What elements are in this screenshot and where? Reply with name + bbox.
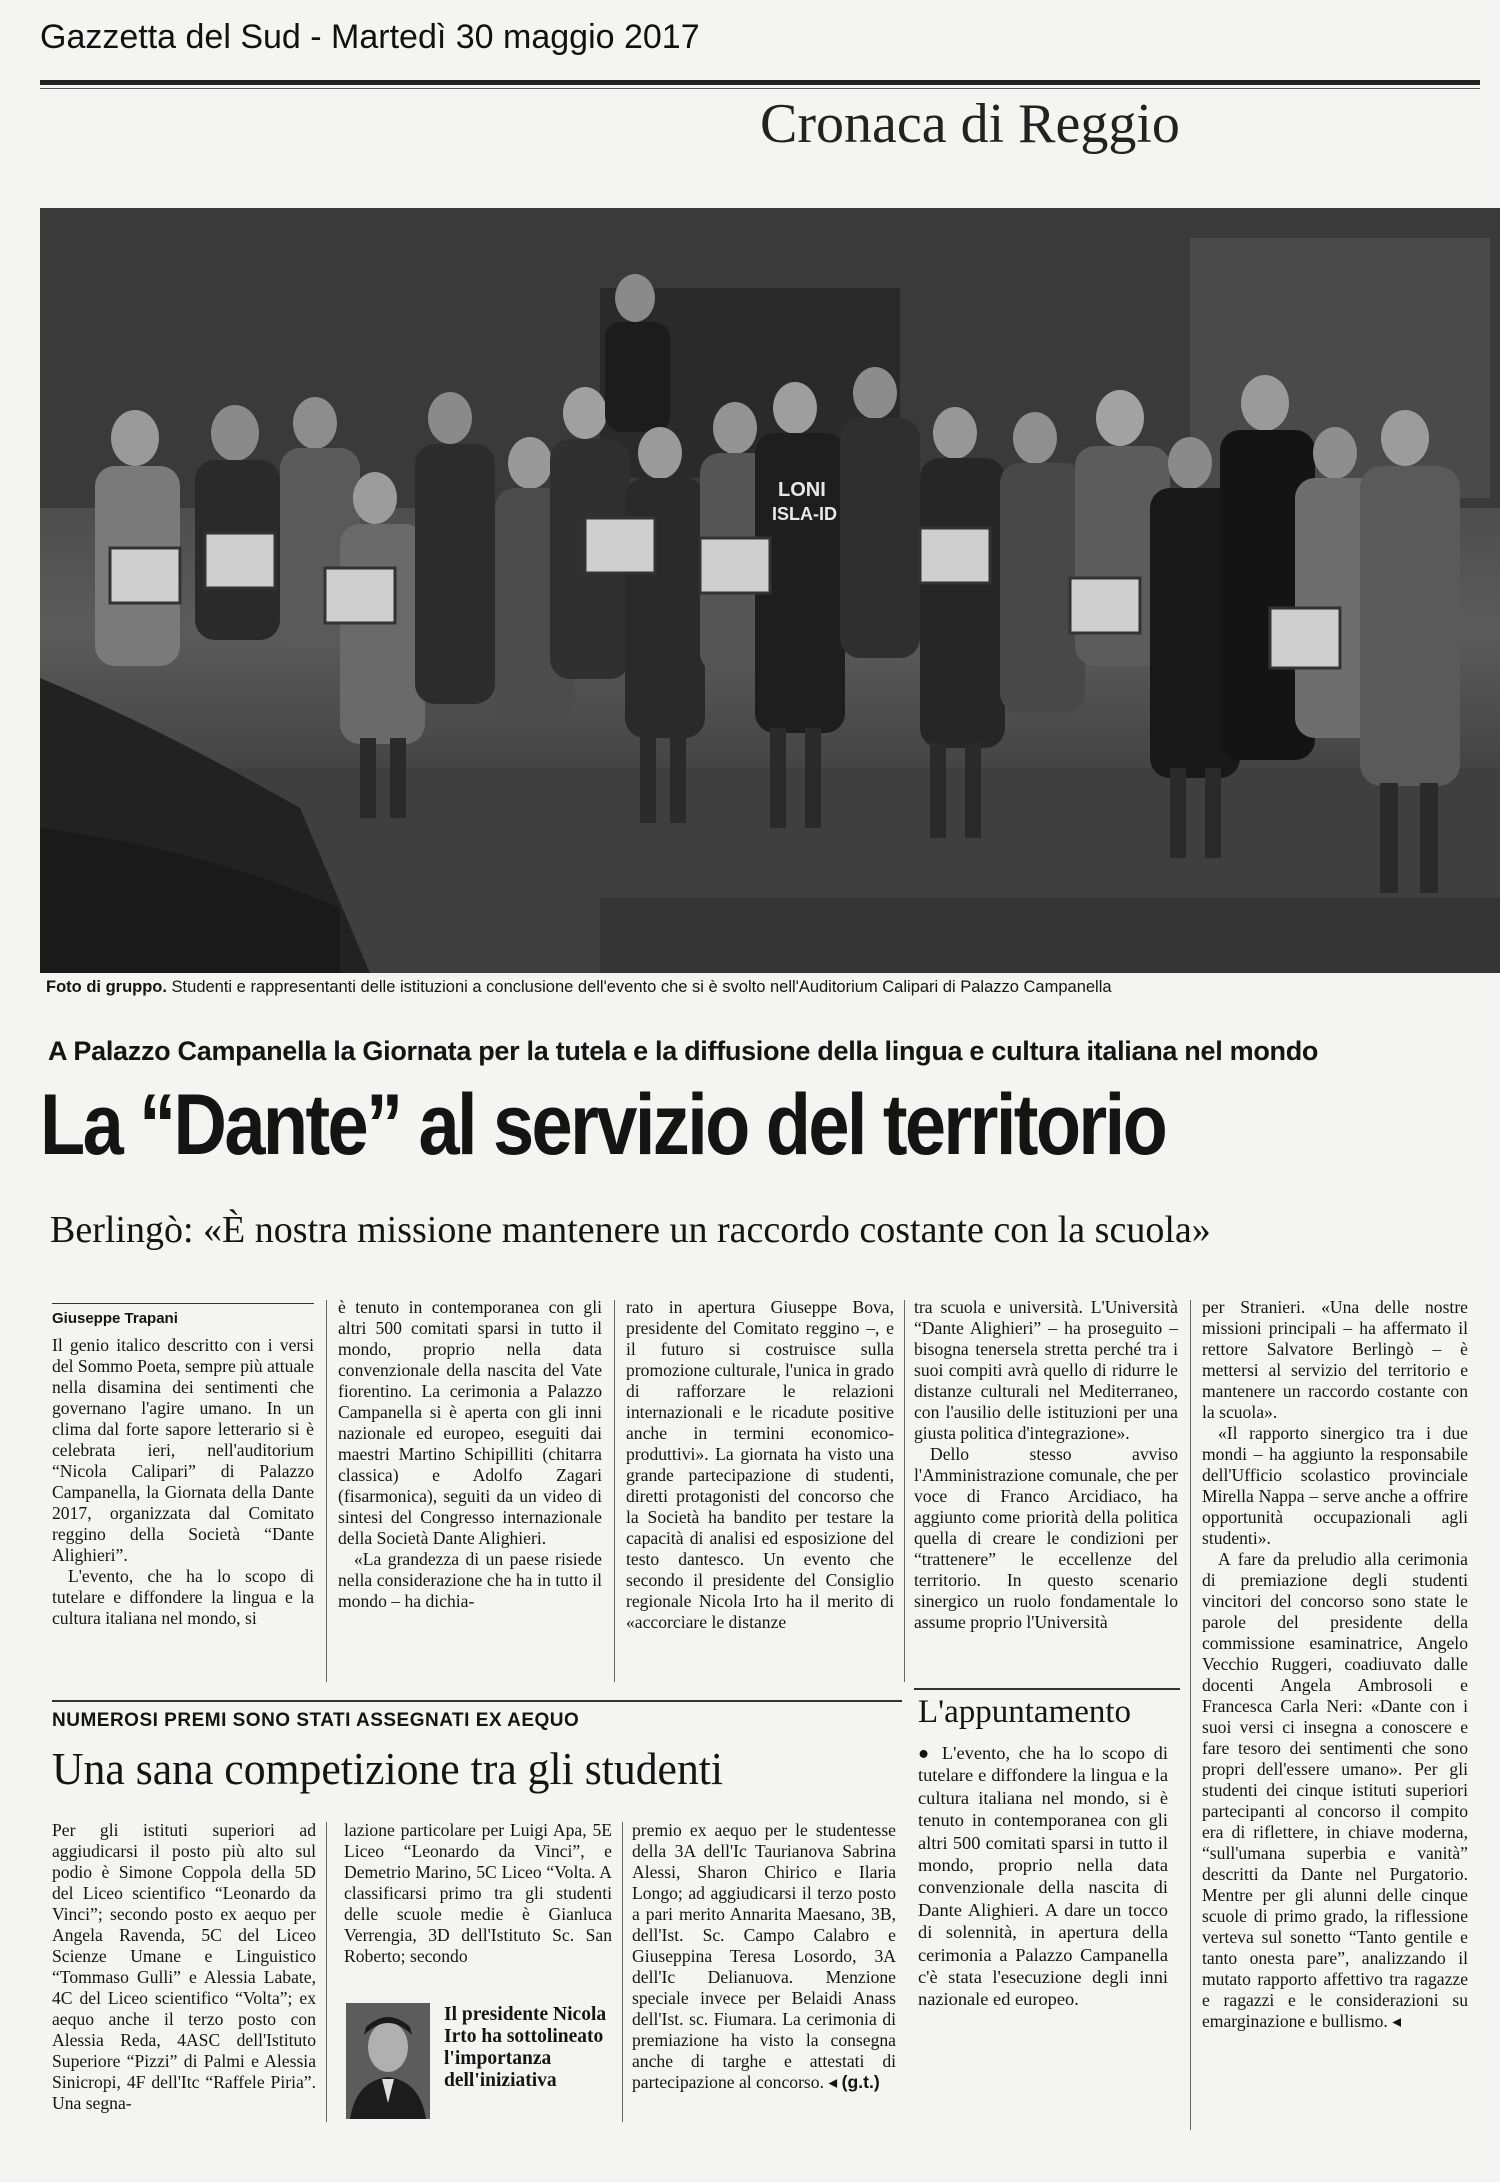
shirt-text-2: ISLA-ID <box>772 504 837 524</box>
photo-caption-text: Studenti e rappresentanti delle istituzioni a conclusione dell'evento che si è svolto nell'Auditorium Calipari di Palazzo Campanella <box>166 978 1112 996</box>
photo-caption <box>46 978 1486 997</box>
paragraph: Il genio italico descritto con i versi del Sommo Poeta, sempre più attuale nella disamina dei sentimenti che governano l'agire umano. In un clima dal forte sapore letterario si è celebrata ieri, nell'auditorium “Nicola Calipari” di Palazzo Campanella, la Giornata della Dante 2017, organizzata dal Comitato reggino della Società “Dante Alighieri”. <box>52 1335 314 1565</box>
signature: (g.t.) <box>841 2072 880 2092</box>
paragraph <box>918 1742 1168 2011</box>
second-article-kicker: NUMEROSI PREMI SONO STATI ASSEGNATI EX AEQUO <box>52 1710 580 1731</box>
paragraph: tra scuola e università. L'Università “Dante Alighieri” – ha proseguito – bisogna tenersela stretta perché tra i suoi compiti avrà quello di ridurre le distanze culturali nel Mediterraneo, con l'ausilio delle istituzioni per una giusta politica d'integrazione». <box>914 1297 1178 1443</box>
column-rule <box>904 1300 905 1682</box>
masthead-rule-thin <box>40 88 1480 89</box>
paragraph: «Il rapporto sinergico tra i due mondi – ha aggiunto la responsabile dell'Ufficio scolastico provinciale Mirella Nappa – serve anche a offrire opportunità occupazionali agli studenti». <box>1202 1423 1468 1548</box>
article-column-5 <box>1202 1297 1468 2032</box>
portrait-caption: Il presidente Nicola Irto ha sottolineato l'importanza dell'iniziativa <box>444 2004 607 2091</box>
group-photo <box>40 208 1500 973</box>
bullet-icon: ● <box>918 1743 934 1763</box>
second-article-column-1 <box>52 1820 316 2114</box>
second-article-column-3 <box>632 1820 896 2093</box>
second-article-headline: Una sana competizione tra gli studenti <box>52 1743 724 1794</box>
article-column-2 <box>338 1297 602 1612</box>
paragraph: lazione particolare per Luigi Apa, 5E Liceo “Leonardo da Vinci”, e Demetrio Marino, 5C Liceo “Volta. A classificarsi primo tra gli studenti delle scuole medie è Gianluca Verrengia, 3D dell'Istituto Sc. San Roberto; secondo <box>344 1820 612 1966</box>
paragraph: Dello stesso avviso l'Amministrazione comunale, che per voce di Franco Arcidiaco, ha aggiunto come priorità della politica quella di creare le condizioni per “trattenere” le eccellenze del territorio. In questo scenario sinergico un ruolo fondamentale lo assume proprio l'Università <box>914 1444 1178 1632</box>
paragraph: L'evento, che ha lo scopo di tutelare e diffondere la lingua e la cultura italiana nel mondo, si <box>52 1566 314 1628</box>
masthead-rule <box>40 80 1480 85</box>
end-mark: ◂ <box>828 2072 838 2092</box>
photo-caption-lead: Foto di gruppo. <box>46 978 167 996</box>
box-text-body: L'evento, che ha lo scopo di tutelare e diffondere la lingua e la cultura italiana nel mondo, si è tenuto in contemporanea con gli altri 500 comitati sparsi in tutto il mondo, proprio nella data convenzionale della nascita di Dante Alighieri. A dare un tocco di solennità, in apertura della cerimonia a Palazzo Campanella c'è stata l'esecuzione degli inni nazionale ed europeo. <box>918 1743 1168 2010</box>
box-top-rule <box>914 1688 1180 1690</box>
end-mark: ◂ <box>1392 2011 1402 2031</box>
paragraph <box>632 1820 896 2093</box>
paragraph-text: premio ex aequo per le studentesse della 3A dell'Ic Taurianova Sabrina Alessi, Sharon Chirico e Ilaria Longo; ad aggiudicarsi il terzo posto a pari merito Annarita Maesano, 3B, dell'Ist. Sc. Campo Calabro e Giuseppina Teresa Losordo, 3A dell'Ic Delianuova. Menzione speciale invece per Belaidi Anass dell'Ist. sc. Fiumara. La cerimonia di premiazione ha visto la consegna anche di targhe e attestati di partecipazione al concorso. <box>632 1820 896 2092</box>
paragraph: rato in apertura Giuseppe Bova, presidente del Comitato reggino –, e il futuro si costruisce sulla promozione culturale, l'unica in grado di rafforzare le relazioni internazionali e le ricadute positive anche in termini economico-produttivi». La giornata ha visto una grande partecipazione di studenti, diretti protagonisti del concorso che la Società ha bandito per testare la capacità di analisi ed esposizione del testo dantesco. Un evento che secondo il presidente del Consiglio regionale Nicola Irto ha il merito di «accorciare le distanze <box>626 1297 894 1632</box>
shirt-text-1: LONI <box>778 479 826 501</box>
portrait-photo <box>346 2003 430 2119</box>
column-rule <box>326 1300 327 1682</box>
article-column-3 <box>626 1297 894 1633</box>
paragraph <box>1202 1549 1468 2032</box>
column-rule <box>614 1300 615 1682</box>
paragraph: Per gli istituti superiori ad aggiudicarsi il posto più alto sul podio è Simone Coppola della 5D del Liceo scientifico “Leonardo da Vinci”; secondo posto ex aequo per Angela Ravenda, 5C del Liceo Scienze Umane e Linguistico “Tommaso Gulli” e Alessia Labate, 4C del Liceo scientifico “Volta”; ex aequo anche il terzo posto con Alessia Reda, 4ASC dell'Istituto Superiore “Pizzi” di Palmi e Alessia Sinicropi, 4F dell'Itc “Raffele Piria”. Una segna- <box>52 1820 316 2113</box>
column-rule <box>326 1822 327 2122</box>
section-divider <box>52 1700 902 1702</box>
article-column-1 <box>52 1303 314 1629</box>
byline: Giuseppe Trapani <box>52 1303 314 1329</box>
column-rule <box>1190 1300 1191 2130</box>
paragraph-text: A fare da preludio alla cerimonia di premiazione degli studenti vincitori del concorso sono state le parole del presidente della commissione esaminatrice, Angelo Vecchio Ruggeri, coadiuvato dalle docenti Angela Ambrosoli e Francesca Carla Neri: «Dante con i suoi versi ci insegna a conoscere e fare tesoro dei sentimenti che sono propri dell'essere umano». Per gli studenti dei cinque istituti superiori partecipanti al concorso il compito era di riflettere, in chiave moderna, “sull'umana superbia e vanità” descritti da Dante nel Purgatorio. Mentre per gli alunni delle cinque scuole di primo grado, la riflessione verteva sul sonetto “Tanto gentile e tanto onesta pare”, analizzando il mutato rapporto affettivo tra ragazze e ragazzi e le considerazioni su emarginazione e bullismo. <box>1202 1549 1468 2031</box>
masthead: Gazzetta del Sud - Martedì 30 maggio 2017 <box>40 18 700 56</box>
article-headline: La “Dante” al servizio del territorio <box>40 1077 1166 1173</box>
box-title: L'appuntamento <box>918 1694 1132 1730</box>
article-subheadline: Berlingò: «È nostra missione mantenere un raccordo costante con la scuola» <box>50 1209 1211 1251</box>
paragraph: per Stranieri. «Una delle nostre missioni principali – ha affermato il rettore Salvatore Berlingò – è mettersi al servizio del territorio e mantenere un raccordo costante con la scuola». <box>1202 1297 1468 1422</box>
second-article-column-2 <box>344 1820 612 1967</box>
box-text <box>918 1742 1168 2011</box>
section-title: Cronaca di Reggio <box>760 93 1180 155</box>
paragraph: è tenuto in contemporanea con gli altri 500 comitati sparsi in tutto il mondo, proprio nella data convenzionale della nascita del Vate fiorentino. La cerimonia a Palazzo Campanella si è aperta con gli inni nazionale ed europeo, eseguiti dai maestri Martino Schipilliti (chitarra classica) e Adolfo Zagari (fisarmonica), seguiti da un video di sintesi del Congresso internazionale della Società Dante Alighieri. <box>338 1297 602 1548</box>
paragraph: «La grandezza di un paese risiede nella considerazione che ha in tutto il mondo – ha dichia- <box>338 1549 602 1611</box>
article-kicker: A Palazzo Campanella la Giornata per la tutela e la diffusione della lingua e cultura italiana nel mondo <box>48 1036 1319 1066</box>
article-column-4 <box>914 1297 1178 1633</box>
